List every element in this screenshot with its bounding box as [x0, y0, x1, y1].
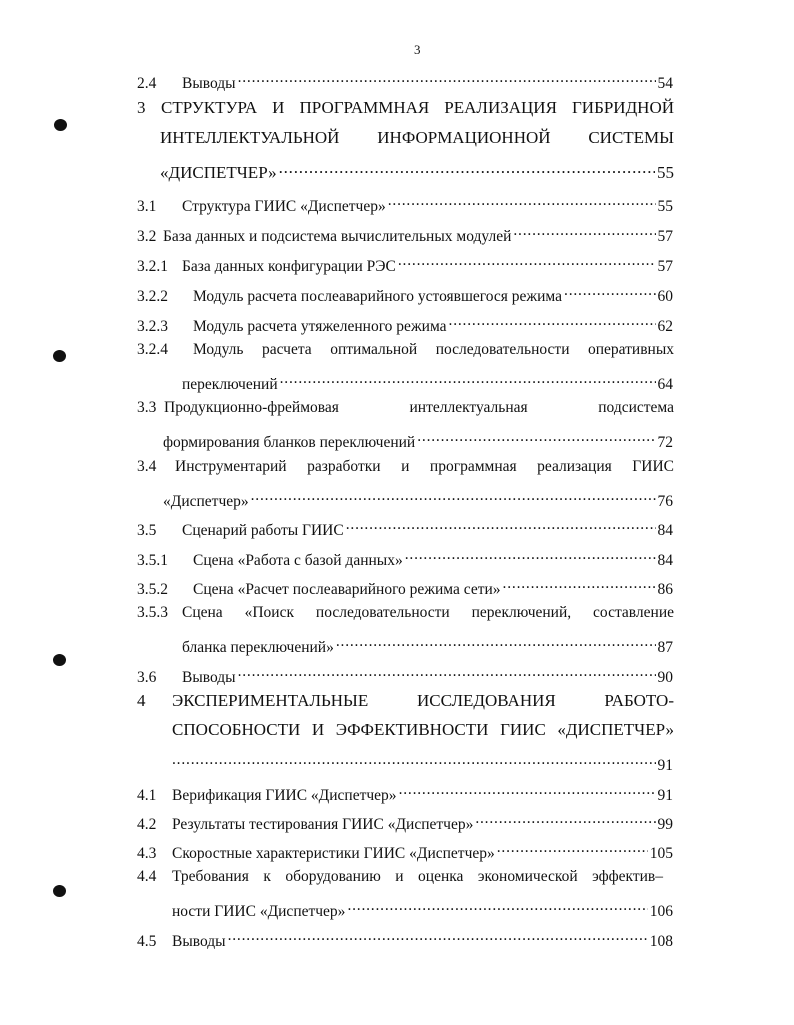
- leader-dots: [238, 68, 656, 88]
- entry-number: 4.1: [137, 787, 157, 804]
- entry-number: 3.2.2: [137, 288, 168, 305]
- leader-dots: [388, 191, 656, 211]
- toc-entry-3-2-1: [137, 251, 673, 277]
- entry-title: Требования к оборудованию и оценка экономической эффектив–: [172, 868, 663, 885]
- entry-title: Сцена «Работа с базой данных»: [193, 552, 403, 569]
- entry-number: 3.5.3: [137, 604, 168, 621]
- entry-title: Модуль расчета оптимальной последовательности оперативных: [193, 341, 674, 358]
- leader-dots: [564, 281, 655, 301]
- entry-title: «Диспетчер»: [163, 493, 249, 510]
- entry-title: Результаты тестирования ГИИС «Диспетчер»: [172, 816, 474, 833]
- entry-number: 3.2.4: [137, 341, 168, 358]
- entry-title: СПОСОБНОСТИ И ЭФФЕКТИВНОСТИ ГИИС «ДИСПЕТЧЕР»: [172, 720, 674, 739]
- entry-number: 4.5: [137, 933, 157, 950]
- toc-entry-3-line2: [160, 128, 674, 148]
- entry-title: Инструментарий разработки и программная реализация ГИИС: [175, 458, 674, 475]
- leader-dots: [405, 545, 656, 565]
- entry-page: 57: [657, 228, 673, 245]
- toc-entry-3-4-line1: [137, 457, 674, 477]
- entry-title: Верификация ГИИС «Диспетчер»: [172, 787, 397, 804]
- entry-number: 3.5.2: [137, 581, 168, 598]
- toc-entry-3-line1: [137, 98, 674, 118]
- toc-entry-3-5: [137, 515, 673, 541]
- toc-entry-3-5-3-line1: [137, 603, 674, 623]
- toc-entry-3-5-1: [137, 545, 673, 571]
- entry-page: 90: [657, 669, 673, 686]
- entry-title: бланка переключений»: [182, 639, 334, 656]
- entry-title: Модуль расчета утяжеленного режима: [193, 318, 447, 335]
- entry-title: СТРУКТУРА И ПРОГРАММНАЯ РЕАЛИЗАЦИЯ ГИБРИДНОЙ: [161, 98, 674, 117]
- leader-dots: [449, 311, 656, 331]
- entry-title: Выводы: [172, 933, 226, 950]
- entry-number: 3.3: [137, 399, 157, 416]
- leader-dots: [346, 515, 656, 535]
- entry-page: 55: [657, 163, 674, 182]
- toc-entry-3-6: [137, 662, 673, 688]
- entry-page: 84: [657, 552, 673, 569]
- entry-page: 57: [657, 258, 673, 275]
- toc-entry-4-3: [137, 838, 673, 864]
- entry-title: Выводы: [182, 75, 236, 92]
- toc-entry-4-2: [137, 809, 673, 835]
- entry-title: Сценарий работы ГИИС: [182, 522, 344, 539]
- leader-dots: [228, 926, 648, 946]
- entry-title: «ДИСПЕТЧЕР»: [160, 163, 277, 182]
- entry-page: 55: [657, 198, 673, 215]
- entry-page: 105: [649, 845, 673, 862]
- toc-entry-3-line3: [160, 158, 674, 183]
- entry-title: Структура ГИИС «Диспетчер»: [182, 198, 386, 215]
- toc-entry-4-1: [137, 780, 673, 806]
- entry-page: 76: [657, 493, 673, 510]
- leader-dots: [280, 369, 656, 389]
- entry-title: ИНТЕЛЛЕКТУАЛЬНОЙ ИНФОРМАЦИОННОЙ СИСТЕМЫ: [160, 128, 674, 147]
- leader-dots: [399, 780, 656, 800]
- entry-page: 54: [657, 75, 673, 92]
- toc-entry-3-2-3: [137, 311, 673, 337]
- entry-number: 3.1: [137, 198, 157, 215]
- entry-page: 86: [657, 581, 673, 598]
- entry-page: 99: [657, 816, 673, 833]
- leader-dots: [475, 809, 655, 829]
- toc-entry-4-line2: [172, 720, 674, 740]
- page-number: 3: [414, 42, 421, 57]
- toc-entry-3-1: [137, 191, 673, 217]
- entry-number: 3.2.1: [137, 258, 168, 275]
- leader-dots: [497, 838, 648, 858]
- entry-page: 60: [657, 288, 673, 305]
- leader-dots: [251, 486, 656, 506]
- toc-entry-4-4-line1: [137, 867, 663, 887]
- leader-dots: [503, 574, 656, 594]
- entry-page: 91: [657, 787, 673, 804]
- toc-entry-4-5: [137, 926, 673, 952]
- entry-page: 91: [657, 757, 673, 774]
- entry-title: Скоростные характеристики ГИИС «Диспетчер»: [172, 845, 495, 862]
- entry-number: 4.3: [137, 845, 157, 862]
- entry-title: ности ГИИС «Диспетчер»: [172, 903, 346, 920]
- entry-page: 87: [657, 639, 673, 656]
- binding-hole-mark: [53, 350, 66, 362]
- entry-title: формирования бланков переключений: [163, 434, 416, 451]
- entry-number: 3.6: [137, 669, 157, 686]
- entry-page: 62: [657, 318, 673, 335]
- toc-entry-3-5-3-line2: [182, 632, 673, 658]
- entry-title: Продукционно-фреймовая интеллектуальная подсистема: [164, 399, 674, 416]
- binding-hole-mark: [54, 119, 67, 131]
- entry-title: Сцена «Расчет послеаварийного режима сети»: [193, 581, 501, 598]
- entry-number: 4: [137, 691, 146, 710]
- toc-entry-4-4-line2: [172, 896, 673, 922]
- leader-dots: [172, 750, 656, 770]
- toc-entry-3-2-2: [137, 281, 673, 307]
- entry-title: Модуль расчета послеаварийного устоявшегося режима: [193, 288, 563, 305]
- leader-dots: [417, 427, 655, 447]
- leader-dots: [238, 662, 656, 682]
- entry-number: 2.4: [137, 75, 157, 92]
- entry-number: 4.2: [137, 816, 157, 833]
- toc-entry-4-line1: [137, 691, 674, 711]
- binding-hole-mark: [53, 885, 66, 897]
- entry-title: Выводы: [182, 669, 236, 686]
- entry-title: Сцена «Поиск последовательности переключений, составление: [182, 604, 674, 621]
- toc-entry-3-3-line1: [137, 398, 674, 418]
- entry-number: 3: [137, 98, 146, 117]
- entry-number: 3.2.3: [137, 318, 168, 335]
- entry-page: 106: [649, 903, 673, 920]
- entry-number: 3.5.1: [137, 552, 168, 569]
- entry-title: База данных конфигурации РЭС: [182, 258, 396, 275]
- entry-title: ЭКСПЕРИМЕНТАЛЬНЫЕ ИССЛЕДОВАНИЯ РАБОТО-: [172, 691, 674, 710]
- entry-title: переключений: [182, 376, 278, 393]
- leader-dots: [279, 158, 655, 178]
- entry-page: 72: [657, 434, 673, 451]
- entry-number: 3.2: [137, 228, 157, 245]
- toc-entry-4-line3: [172, 750, 673, 776]
- toc-entry-3-2-4-line2: [182, 369, 673, 395]
- toc-entry-3-3-line2: [163, 427, 673, 453]
- binding-hole-mark: [53, 654, 66, 666]
- leader-dots: [336, 632, 656, 652]
- toc-entry-3-5-2: [137, 574, 673, 600]
- entry-page: 64: [657, 376, 673, 393]
- leader-dots: [398, 251, 656, 271]
- leader-dots: [347, 896, 647, 916]
- toc-entry-2-4: [137, 68, 673, 94]
- toc-entry-3-2: [137, 221, 673, 247]
- toc-entry-3-2-4-line1: [137, 340, 674, 360]
- toc-entry-3-4-line2: [163, 486, 673, 512]
- entry-page: 84: [657, 522, 673, 539]
- entry-title: База данных и подсистема вычислительных модулей: [163, 228, 512, 245]
- entry-page: 108: [649, 933, 673, 950]
- leader-dots: [513, 221, 655, 241]
- entry-number: 3.5: [137, 522, 157, 539]
- entry-number: 3.4: [137, 458, 157, 475]
- entry-number: 4.4: [137, 868, 157, 885]
